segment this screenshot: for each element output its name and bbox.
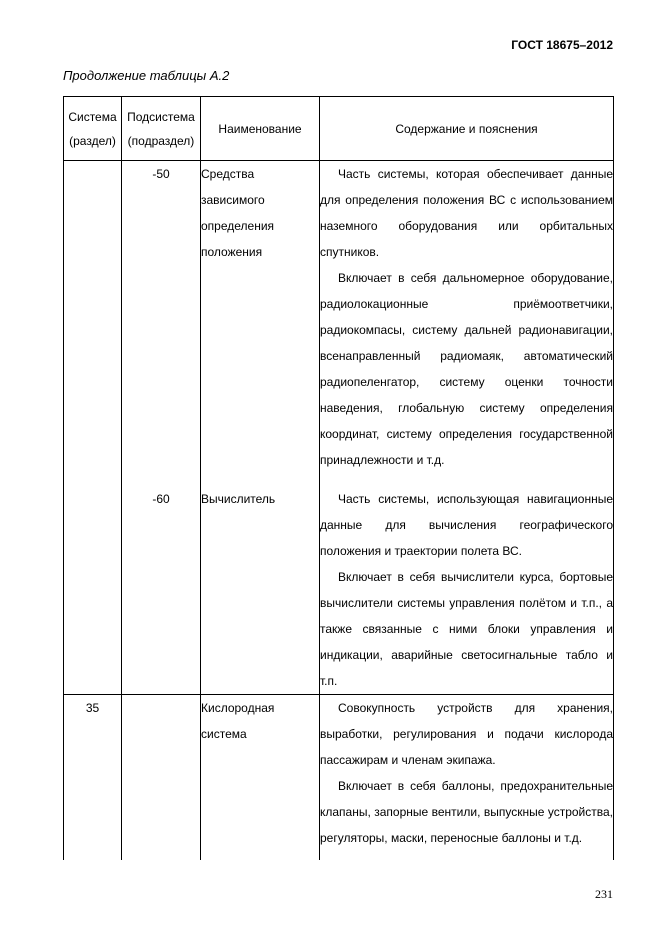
cell-description (320, 486, 614, 695)
cell-subsystem (122, 695, 201, 861)
table-row (64, 695, 614, 861)
header-subsystem: Подсистема (подраздел) (122, 97, 201, 161)
header-name: Наименование (201, 97, 320, 161)
description-paragraph: Включает в себя баллоны, предохранительные клапаны, запорные вентили, выпускные устройства, регуляторы, маски, переносные баллоны и т.д. (320, 779, 613, 845)
header-system: Система (раздел) (64, 97, 122, 161)
table-caption: Продолжение таблицы А.2 (63, 68, 230, 83)
document-code: ГОСТ 18675–2012 (511, 38, 613, 52)
cell-system (64, 486, 122, 695)
cell-system (64, 161, 122, 487)
cell-name: Средства зависимого определения положения (201, 161, 320, 487)
cell-subsystem: -60 (122, 486, 201, 695)
cell-description (320, 695, 614, 861)
description-paragraph: Включает в себя дальномерное оборудование, радиолокационные приёмоответчики, радиокомпасы, систему дальней радионавигации, всенаправленный радиомаяк, автоматический радиопеленгатор, систему оценки точности наведения, глобальную систему определения координат, систему определения государственной принадлежности и т.д. (320, 271, 613, 467)
description-paragraph: Включает в себя вычислители курса, бортовые вычислители системы управления полётом и т.п., а также связанные с ними блоки управления и индикации, аварийные светосигнальные табло и т.п. (320, 570, 613, 688)
cell-name: Вычислитель (201, 486, 320, 695)
cell-description (320, 161, 614, 487)
classification-table (63, 96, 614, 860)
cell-name: Кислородная система (201, 695, 320, 861)
table-row (64, 161, 614, 487)
description-paragraph: Совокупность устройств для хранения, выработки, регулирования и подачи кислорода пассажирам и членам экипажа. (320, 701, 613, 767)
description-paragraph: Часть системы, использующая навигационные данные для вычисления географического положения и траектории полета ВС. (320, 492, 613, 558)
description-paragraph: Часть системы, которая обеспечивает данные для определения положения ВС с использованием наземного оборудования или орбитальных спутников. (320, 167, 613, 259)
cell-subsystem: -50 (122, 161, 201, 487)
page-number: 231 (595, 887, 613, 901)
table-header-row (64, 97, 614, 161)
header-description: Содержание и пояснения (320, 97, 614, 161)
cell-system: 35 (64, 695, 122, 861)
table-row (64, 486, 614, 695)
